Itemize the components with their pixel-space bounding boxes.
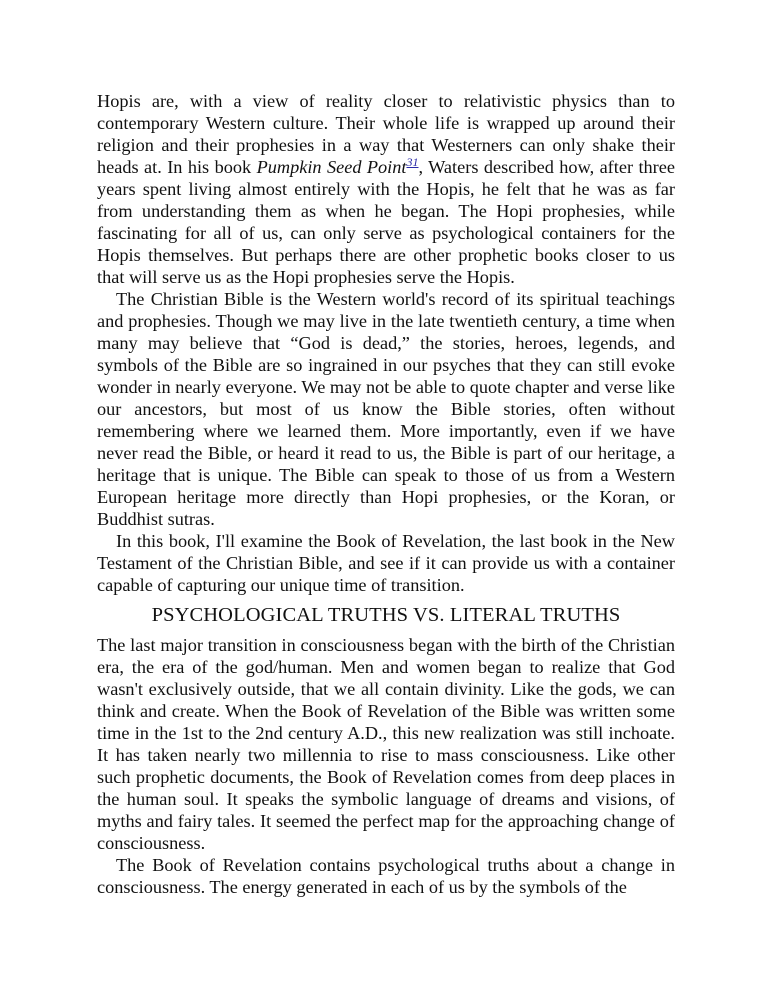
book-title-pumpkin-seed-point: Pumpkin Seed Point [256, 157, 407, 177]
paragraph-hopi-prophesies [97, 90, 675, 288]
document-page [97, 90, 675, 898]
paragraph-psychological-truths: The Book of Revelation contains psychological truths about a change in consciousness. The energy generated in each of us by the symbols of the [97, 855, 675, 897]
paragraph-text: Hopis are, with a view of reality closer to relativistic physics than to contemporary Western culture. Their whole life is wrapped up around their religion and their prophesies in a way that Westerners can only shake their heads at. In his book [97, 91, 675, 177]
footnote-link[interactable]: 31 [406, 154, 419, 169]
section-heading: PSYCHOLOGICAL TRUTHS VS. LITERAL TRUTHS [151, 604, 621, 626]
paragraph-book-of-revelation: In this book, I'll examine the Book of Revelation, the last book in the New Testament of the Christian Bible, and see if it can provide us with a container capable of capturing our unique time of transition. [97, 531, 675, 595]
paragraph-christian-bible: The Christian Bible is the Western world's record of its spiritual teachings and prophesies. Though we may live in the late twentieth century, a time when many may believe that “God is dead,” the stories, heroes, legends, and symbols of the Bible are so ingrained in our psyches that they can still evoke wonder in nearly everyone. We may not be able to quote chapter and verse like our ancestors, but most of us know the Bible stories, often without remembering where we learned them. More importantly, even if we have never read the Bible, or heard it read to us, the Bible is part of our heritage, a heritage that is unique. The Bible can speak to those of us from a Western European heritage more directly than Hopi prophesies, or the Koran, or Buddhist sutras. [97, 289, 675, 529]
paragraph-text: , Waters described how, after three years spent living almost entirely with the Hopis, he felt that he was as far from understanding them as when he began. The Hopi prophesies, while fascinating for all of us, can only serve as psychological containers for the Hopis themselves. But perhaps there are other prophetic books closer to us that will serve us as the Hopi prophesies serve the Hopis. [97, 157, 675, 287]
paragraph-transition-consciousness: The last major transition in consciousness began with the birth of the Christian era, the era of the god/human. Men and women began to realize that God wasn't exclusively outside, that we all contain divinity. Like the gods, we can think and create. When the Book of Revelation of the Bible was written some time in the 1st to the 2nd century A.D., this new realization was still inchoate. It has taken nearly two millennia to rise to mass consciousness. Like other such prophetic documents, the Book of Revelation comes from deep places in the human soul. It speaks the symbolic language of dreams and visions, of myths and fairy tales. It seemed the perfect map for the approaching change of consciousness. [97, 635, 675, 853]
